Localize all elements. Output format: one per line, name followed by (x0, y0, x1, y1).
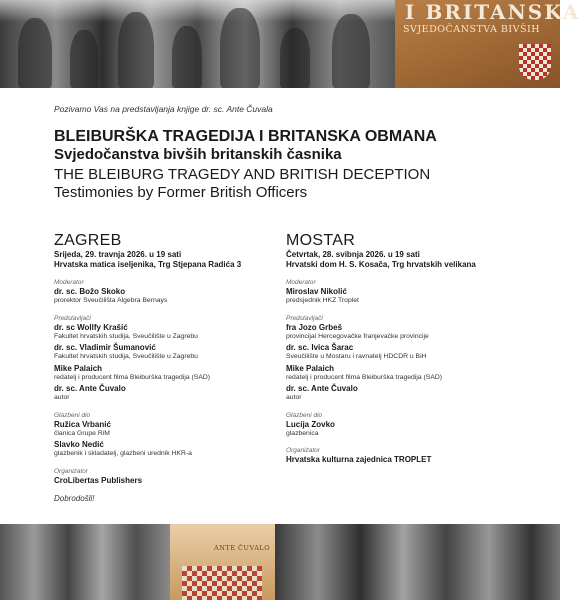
presenter (286, 323, 516, 342)
person-description: prorektor Sveučilišta Algebra Bernays (54, 297, 168, 304)
person-description: predsjednik HKZ Troplet (286, 297, 359, 304)
subtitle-english: Testimonies by Former British Officers (54, 184, 308, 201)
role-label: Glazbeni dio (54, 411, 91, 419)
person-name: Lucija Zovko (286, 419, 335, 429)
presenter (286, 343, 516, 362)
person-name: Mike Palaich (286, 363, 335, 373)
historical-photo-left (0, 524, 170, 600)
person-description: autor (54, 394, 70, 401)
person-name: Slavko Nedić (54, 440, 104, 449)
person-name: dr. sc. Ante Čuvalo (54, 384, 126, 393)
person-description: članica Grupe RiM (54, 429, 110, 437)
person-description: glazbenik i skladatelj, glazbeni urednik HKR-a (54, 450, 192, 457)
person-description: redatelj i producent filma Bleiburška tragedija (SAD) (286, 373, 443, 381)
person-name: Ružica Vrbanić (54, 419, 111, 429)
event-columns (54, 232, 524, 485)
soldier-figure (18, 18, 52, 88)
person-description: autor (286, 394, 302, 401)
role-label: Predstavljači (54, 314, 91, 322)
book-cover-bottom (170, 524, 275, 600)
role-label: Predstavljači (286, 314, 323, 322)
event-date: Srijeda, 29. travnja 2026. u 19 sati (54, 250, 182, 259)
person-description: redatelj i producent filma Bleiburška tragedija (SAD) (54, 373, 211, 381)
invitation-line: Pozivamo Vas na predstavljanja knjige dr. sc. Ante Čuvala (54, 104, 273, 114)
presenter (54, 384, 284, 403)
role-label: Moderator (54, 279, 84, 286)
person-name: dr. sc. Božo Skoko (54, 287, 126, 296)
soldier-figure (118, 12, 154, 88)
event-date: Četvrtak, 28. svibnja 2026. u 19 sati (286, 250, 420, 259)
bottom-banner (0, 524, 560, 600)
person-description: Fakultet hrvatskih studija, Sveučilište u Zagrebu (54, 332, 198, 340)
moderator (286, 287, 516, 306)
city-name: ZAGREB (54, 232, 122, 249)
person-name: dr. sc. Ante Čuvalo (286, 384, 358, 393)
historical-photo-right (275, 524, 560, 600)
soldier-figure (332, 14, 370, 88)
person-name: dr. sc Wollfy Krašić (54, 322, 128, 332)
presenter (54, 343, 284, 362)
event-zagreb (54, 232, 284, 486)
person-name: Miroslav Nikolić (286, 287, 347, 296)
event-venue: Hrvatski dom H. S. Kosača, Trg hrvatskih velikana (286, 260, 476, 269)
musician (54, 420, 284, 439)
person-name: dr. sc. Ivica Šarac (286, 343, 354, 352)
organizer-name: Hrvatska kulturna zajednica TROPLET (286, 455, 432, 464)
person-description: glazbenica (286, 429, 319, 437)
soldier-figure (70, 30, 98, 88)
person-description: provincijal Hercegovačke franjevačke provincije (286, 332, 429, 340)
person-name: dr. sc. Vladimir Šumanović (54, 343, 156, 352)
role-label: Moderator (286, 279, 316, 286)
role-label: Organizator (54, 467, 88, 475)
soldier-figure (220, 8, 260, 88)
event-mostar (286, 232, 516, 465)
musician (286, 420, 516, 439)
event-venue: Hrvatska matica iseljenika, Trg Stjepana Radića 3 (54, 260, 242, 269)
soldier-figure (172, 26, 202, 88)
presenter (54, 364, 284, 383)
cover-subtitle: SVJEDOČANSTVA BIVŠIH (403, 24, 541, 35)
title-croatian: BLEIBURŠKA TRAGEDIJA I BRITANSKA OBMANA (54, 128, 437, 145)
subtitle-croatian: Svjedočanstva bivših britanskih časnika (54, 146, 342, 163)
soldier-figure (280, 28, 310, 88)
person-name: Mike Palaich (54, 363, 103, 373)
cover-author: ANTE ČUVALO (214, 544, 271, 552)
role-label: Organizator (286, 447, 320, 454)
croatian-checkerboard-icon (182, 566, 262, 600)
person-description: Fakultet hrvatskih studija, Sveučilište u Zagrebu (54, 353, 198, 360)
presenter (286, 384, 516, 403)
invitation-header (54, 104, 514, 202)
book-cover-top (395, 0, 580, 88)
welcome-text: Dobrodošli! (54, 494, 95, 503)
moderator (54, 287, 284, 306)
top-banner (0, 0, 580, 88)
title-english: THE BLEIBURG TRAGEDY AND BRITISH DECEPTION (54, 166, 431, 183)
historical-photo-strip (0, 0, 395, 88)
cover-title: I BRITANSKA (405, 0, 580, 24)
organizer-name: CroLibertas Publishers (54, 475, 143, 485)
presenter (54, 323, 284, 342)
person-description: Sveučilište u Mostaru i ravnatelj HDCDR u BiH (286, 353, 427, 360)
city-name: MOSTAR (286, 232, 356, 249)
person-name: fra Jozo Grbeš (286, 322, 343, 332)
musician (54, 440, 284, 459)
role-label: Glazbeni dio (286, 411, 323, 419)
croatian-checkerboard-icon (519, 44, 551, 80)
presenter (286, 364, 516, 383)
